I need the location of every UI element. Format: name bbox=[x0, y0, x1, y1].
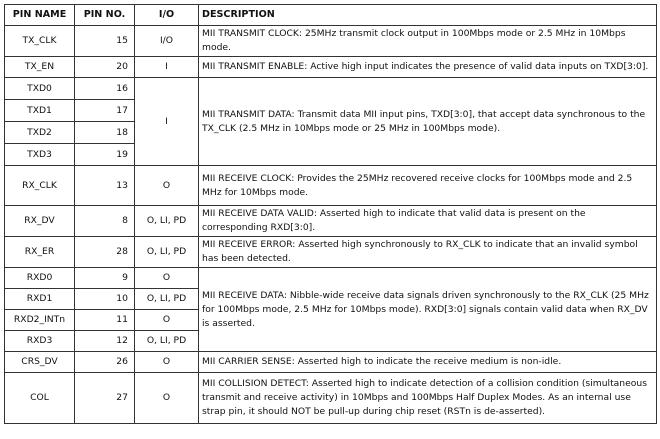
io-cell-txd-group: I bbox=[135, 78, 199, 166]
table-header-row bbox=[5, 5, 657, 26]
pin-name-cell: RXD2_INTn bbox=[5, 310, 75, 331]
pin-number-cell: 11 bbox=[75, 310, 135, 331]
table-row bbox=[5, 268, 657, 289]
pin-name-cell: RXD0 bbox=[5, 268, 75, 289]
pin-name-cell: TXD2 bbox=[5, 122, 75, 144]
description-cell: MII TRANSMIT CLOCK: 25MHz transmit clock output in 100Mbps mode or 2.5 MHz in 10Mbps mode. bbox=[199, 26, 657, 57]
pin-description-table-wrap bbox=[4, 4, 656, 424]
pin-name-cell: RX_DV bbox=[5, 206, 75, 237]
pin-number-cell: 19 bbox=[75, 144, 135, 166]
pin-name-cell: TXD1 bbox=[5, 100, 75, 122]
description-cell: MII RECEIVE DATA VALID: Asserted high to indicate that valid data is present on the corresponding RXD[3:0]. bbox=[199, 206, 657, 237]
io-cell: O bbox=[135, 373, 199, 424]
pin-name-cell: TXD0 bbox=[5, 78, 75, 100]
pin-number-cell: 12 bbox=[75, 331, 135, 352]
io-cell: I bbox=[135, 57, 199, 78]
pin-number-cell: 10 bbox=[75, 289, 135, 310]
io-cell: O bbox=[135, 352, 199, 373]
pin-name-cell: TX_CLK bbox=[5, 26, 75, 57]
table-row bbox=[5, 26, 657, 57]
table-row bbox=[5, 373, 657, 424]
header-description: DESCRIPTION bbox=[199, 5, 657, 26]
pin-name-cell: RX_ER bbox=[5, 237, 75, 268]
pin-name-cell: COL bbox=[5, 373, 75, 424]
pin-number-cell: 16 bbox=[75, 78, 135, 100]
pin-number-cell: 26 bbox=[75, 352, 135, 373]
description-cell: MII COLLISION DETECT: Asserted high to indicate detection of a collision condition (simultaneous transmit and receive activity) in 10Mbps and 100Mbps Half Duplex Modes. As an internal use strap pin, it should NOT be pull-up during chip reset (RSTn is de-asserted). bbox=[199, 373, 657, 424]
pin-number-cell: 9 bbox=[75, 268, 135, 289]
pin-number-cell: 15 bbox=[75, 26, 135, 57]
pin-number-cell: 17 bbox=[75, 100, 135, 122]
io-cell: O, LI, PD bbox=[135, 206, 199, 237]
description-cell-rxd-group: MII RECEIVE DATA: Nibble-wide receive data signals driven synchronously to the RX_CLK (25 MHz for 100Mbps mode, 2.5 MHz for 10Mbps mode). RXD[3:0] signals contain valid data when RX_DV is asserted. bbox=[199, 268, 657, 352]
pin-name-cell: TX_EN bbox=[5, 57, 75, 78]
io-cell: O, LI, PD bbox=[135, 289, 199, 310]
table-row bbox=[5, 166, 657, 206]
pin-name-cell: RXD1 bbox=[5, 289, 75, 310]
pin-description-table bbox=[4, 4, 657, 424]
description-cell: MII TRANSMIT ENABLE: Active high input indicates the presence of valid data inputs on TXD[3:0]. bbox=[199, 57, 657, 78]
header-io: I/O bbox=[135, 5, 199, 26]
pin-name-cell: RX_CLK bbox=[5, 166, 75, 206]
pin-number-cell: 8 bbox=[75, 206, 135, 237]
pin-name-cell: RXD3 bbox=[5, 331, 75, 352]
io-cell: O, LI, PD bbox=[135, 331, 199, 352]
pin-number-cell: 20 bbox=[75, 57, 135, 78]
table-row bbox=[5, 352, 657, 373]
pin-name-cell: TXD3 bbox=[5, 144, 75, 166]
io-cell: I/O bbox=[135, 26, 199, 57]
io-cell: O, LI, PD bbox=[135, 237, 199, 268]
description-cell: MII CARRIER SENSE: Asserted high to indicate the receive medium is non-idle. bbox=[199, 352, 657, 373]
header-pin-name: PIN NAME bbox=[5, 5, 75, 26]
pin-number-cell: 27 bbox=[75, 373, 135, 424]
header-pin-no: PIN NO. bbox=[75, 5, 135, 26]
description-cell-txd-group: MII TRANSMIT DATA: Transmit data MII input pins, TXD[3:0], that accept data synchronous to the TX_CLK (2.5 MHz in 10Mbps mode or 25 MHz in 100Mbps mode). bbox=[199, 78, 657, 166]
pin-number-cell: 13 bbox=[75, 166, 135, 206]
table-row bbox=[5, 57, 657, 78]
pin-number-cell: 18 bbox=[75, 122, 135, 144]
description-cell: MII RECEIVE CLOCK: Provides the 25MHz recovered receive clocks for 100Mbps mode and 2.5 MHz for 10Mbps mode. bbox=[199, 166, 657, 206]
io-cell: O bbox=[135, 310, 199, 331]
io-cell: O bbox=[135, 166, 199, 206]
description-cell: MII RECEIVE ERROR: Asserted high synchronously to RX_CLK to indicate that an invalid symbol has been detected. bbox=[199, 237, 657, 268]
table-row bbox=[5, 206, 657, 237]
io-cell: O bbox=[135, 268, 199, 289]
table-row bbox=[5, 78, 657, 100]
pin-number-cell: 28 bbox=[75, 237, 135, 268]
pin-name-cell: CRS_DV bbox=[5, 352, 75, 373]
table-row bbox=[5, 237, 657, 268]
